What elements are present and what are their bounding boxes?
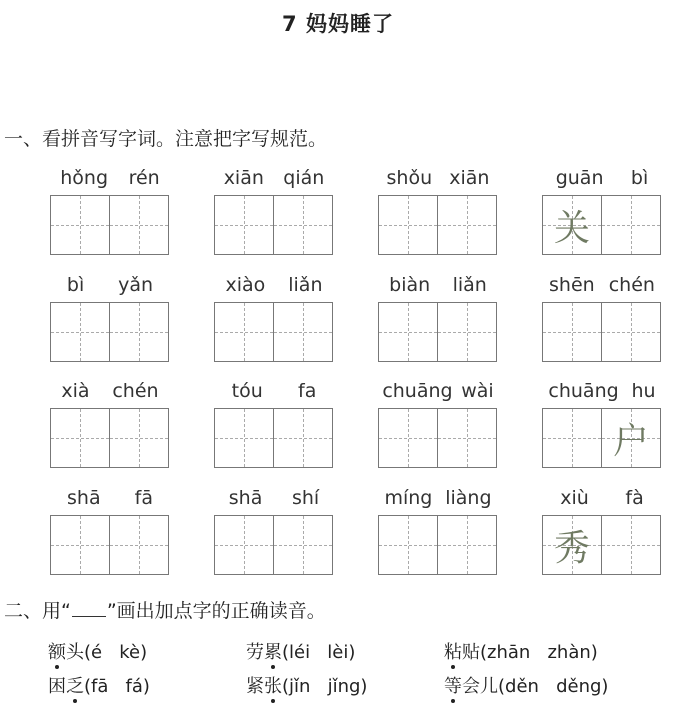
pinyin-label	[50, 485, 170, 511]
example-character	[215, 196, 273, 254]
example-character	[543, 303, 601, 361]
example-character: 户	[612, 420, 649, 462]
example-character	[602, 196, 660, 254]
writing-box[interactable]	[437, 195, 497, 255]
pinyin-label	[542, 485, 662, 511]
example-character	[379, 409, 437, 467]
pinyin-syllable: tóu	[231, 380, 263, 402]
tian-zi-grid	[214, 302, 332, 360]
tian-zi-grid	[378, 302, 496, 360]
pinyin-label	[214, 165, 334, 191]
word-row	[48, 668, 642, 702]
pinyin-label	[214, 378, 334, 404]
example-character	[274, 196, 332, 254]
writing-box[interactable]	[214, 302, 274, 362]
example-character	[215, 303, 273, 361]
pronunciation-item	[444, 638, 642, 664]
pinyin-label	[214, 272, 334, 298]
tian-zi-grid	[50, 515, 168, 573]
pinyin-syllable: shēn	[549, 274, 595, 296]
pinyin-syllable: xiào	[225, 274, 266, 296]
tian-zi-grid	[214, 515, 332, 573]
example-character: 秀	[553, 527, 590, 569]
example-character	[602, 516, 660, 574]
writing-box[interactable]	[109, 195, 169, 255]
example-character: 关	[553, 207, 590, 249]
writing-box[interactable]	[50, 195, 110, 255]
example-character	[51, 303, 109, 361]
example-character	[274, 516, 332, 574]
tian-zi-grid	[50, 302, 168, 360]
example-character	[438, 409, 496, 467]
writing-box[interactable]	[50, 302, 110, 362]
writing-box[interactable]	[378, 515, 438, 575]
pinyin-label	[378, 165, 498, 191]
writing-box[interactable]	[378, 302, 438, 362]
pinyin-options[interactable]: (děn děng)	[498, 676, 609, 697]
example-character	[602, 303, 660, 361]
word-character: 紧	[246, 676, 264, 697]
pinyin-syllable: liǎn	[452, 274, 487, 296]
writing-box[interactable]	[50, 515, 110, 575]
pinyin-syllable: shǒu	[386, 167, 433, 189]
pinyin-label	[378, 378, 498, 404]
writing-box[interactable]	[214, 408, 274, 468]
dotted-character: 乏	[66, 672, 84, 698]
pinyin-syllable: bì	[630, 167, 649, 189]
pinyin-label	[50, 272, 170, 298]
example-character	[438, 196, 496, 254]
tian-zi-grid	[50, 195, 168, 253]
example-character	[379, 196, 437, 254]
writing-box[interactable]	[109, 515, 169, 575]
tian-zi-grid	[542, 408, 660, 466]
pinyin-label	[378, 485, 498, 511]
pinyin-syllable: liǎn	[288, 274, 323, 296]
pinyin-syllable: shā	[228, 487, 263, 509]
pinyin-syllable: chuāng	[382, 380, 453, 402]
tian-zi-grid	[50, 408, 168, 466]
tian-zi-grid	[214, 195, 332, 253]
example-character	[215, 409, 273, 467]
pinyin-syllable: chuāng	[548, 380, 619, 402]
dotted-character: 累	[264, 638, 282, 664]
example-character	[438, 303, 496, 361]
writing-box[interactable]	[601, 515, 661, 575]
writing-box[interactable]	[437, 408, 497, 468]
word-character: 头	[66, 642, 84, 663]
example-character	[438, 516, 496, 574]
pinyin-label	[542, 378, 662, 404]
pinyin-syllable: guān	[555, 167, 604, 189]
pinyin-options[interactable]: (fā fá)	[84, 676, 150, 697]
example-character	[379, 303, 437, 361]
tian-zi-grid	[214, 408, 332, 466]
section-1-heading: 一、看拼音写字词。注意把字写规范。	[4, 128, 328, 150]
word-row	[48, 634, 642, 668]
writing-box[interactable]	[273, 408, 333, 468]
example-character	[543, 409, 601, 467]
writing-box[interactable]	[601, 302, 661, 362]
pronunciation-item	[48, 672, 246, 698]
writing-box[interactable]	[273, 302, 333, 362]
example-character	[51, 196, 109, 254]
dotted-character: 张	[264, 672, 282, 698]
writing-box[interactable]	[109, 408, 169, 468]
pinyin-syllable: fa	[298, 380, 317, 402]
writing-box[interactable]	[437, 302, 497, 362]
writing-box[interactable]	[109, 302, 169, 362]
pinyin-syllable: wài	[461, 380, 494, 402]
pinyin-syllable: xiù	[560, 487, 589, 509]
word-character: 困	[48, 676, 66, 697]
pinyin-options[interactable]: (léi lèi)	[282, 642, 356, 663]
page-title: 7 妈妈睡了	[282, 12, 394, 36]
pinyin-syllable: fà	[625, 487, 644, 509]
writing-box[interactable]	[542, 515, 602, 575]
tian-zi-grid	[378, 195, 496, 253]
pinyin-label	[50, 165, 170, 191]
section-2-heading-post: ”画出加点字的正确读音。	[106, 600, 326, 622]
example-character	[274, 303, 332, 361]
pinyin-syllable: fā	[134, 487, 153, 509]
pinyin-label	[214, 485, 334, 511]
pinyin-syllable: xiān	[449, 167, 490, 189]
writing-box[interactable]	[542, 195, 602, 255]
writing-box[interactable]	[601, 195, 661, 255]
pinyin-syllable: biàn	[389, 274, 431, 296]
writing-box[interactable]	[601, 408, 661, 468]
pinyin-label	[542, 165, 662, 191]
dotted-character: 额	[48, 638, 66, 664]
example-character	[51, 516, 109, 574]
example-character	[110, 303, 168, 361]
tian-zi-grid	[542, 515, 660, 573]
pinyin-syllable: hǒng	[60, 167, 109, 189]
pinyin-syllable: míng	[384, 487, 433, 509]
writing-box[interactable]	[437, 515, 497, 575]
example-character	[51, 409, 109, 467]
writing-box[interactable]	[378, 408, 438, 468]
pinyin-syllable: shí	[291, 487, 320, 509]
dotted-character: 等	[444, 672, 462, 698]
pinyin-options[interactable]: (é kè)	[84, 642, 148, 663]
writing-box[interactable]	[542, 302, 602, 362]
pinyin-options[interactable]: (zhān zhàn)	[480, 642, 598, 663]
pinyin-syllable: yǎn	[118, 274, 154, 296]
word-character: 会儿	[462, 676, 498, 697]
example-character	[110, 196, 168, 254]
example-character	[379, 516, 437, 574]
pinyin-label	[50, 378, 170, 404]
pinyin-syllable: chén	[112, 380, 159, 402]
pinyin-syllable: rén	[128, 167, 160, 189]
pinyin-syllable: bì	[66, 274, 85, 296]
tian-zi-grid	[378, 408, 496, 466]
tian-zi-grid	[378, 515, 496, 573]
pinyin-syllable: qián	[283, 167, 325, 189]
tian-zi-grid	[542, 302, 660, 360]
pronunciation-item	[444, 672, 642, 698]
example-character	[110, 409, 168, 467]
pinyin-syllable: shā	[67, 487, 101, 509]
writing-box[interactable]	[273, 515, 333, 575]
example-character	[215, 516, 273, 574]
pinyin-options[interactable]: (jǐn jǐng)	[282, 676, 368, 697]
pronunciation-item	[246, 638, 444, 664]
pronunciation-item	[48, 638, 246, 664]
pinyin-label	[542, 272, 662, 298]
underline-blank	[72, 598, 106, 617]
pinyin-syllable: xiān	[223, 167, 264, 189]
example-character	[274, 409, 332, 467]
section-2-heading	[4, 596, 326, 623]
tian-zi-grid	[542, 195, 660, 253]
writing-box[interactable]	[214, 515, 274, 575]
word-character: 贴	[462, 642, 480, 663]
writing-box[interactable]	[542, 408, 602, 468]
pinyin-syllable: liàng	[445, 487, 492, 509]
example-character	[110, 516, 168, 574]
dotted-character: 粘	[444, 638, 462, 664]
writing-box[interactable]	[214, 195, 274, 255]
pronunciation-item	[246, 672, 444, 698]
pinyin-label	[378, 272, 498, 298]
writing-box[interactable]	[378, 195, 438, 255]
word-list	[48, 634, 642, 702]
pinyin-syllable: chén	[608, 274, 655, 296]
pinyin-syllable: hu	[631, 380, 656, 402]
writing-box[interactable]	[273, 195, 333, 255]
pinyin-syllable: xià	[61, 380, 90, 402]
section-2-heading-pre: 二、用“	[4, 600, 71, 622]
writing-box[interactable]	[50, 408, 110, 468]
word-character: 劳	[246, 642, 264, 663]
